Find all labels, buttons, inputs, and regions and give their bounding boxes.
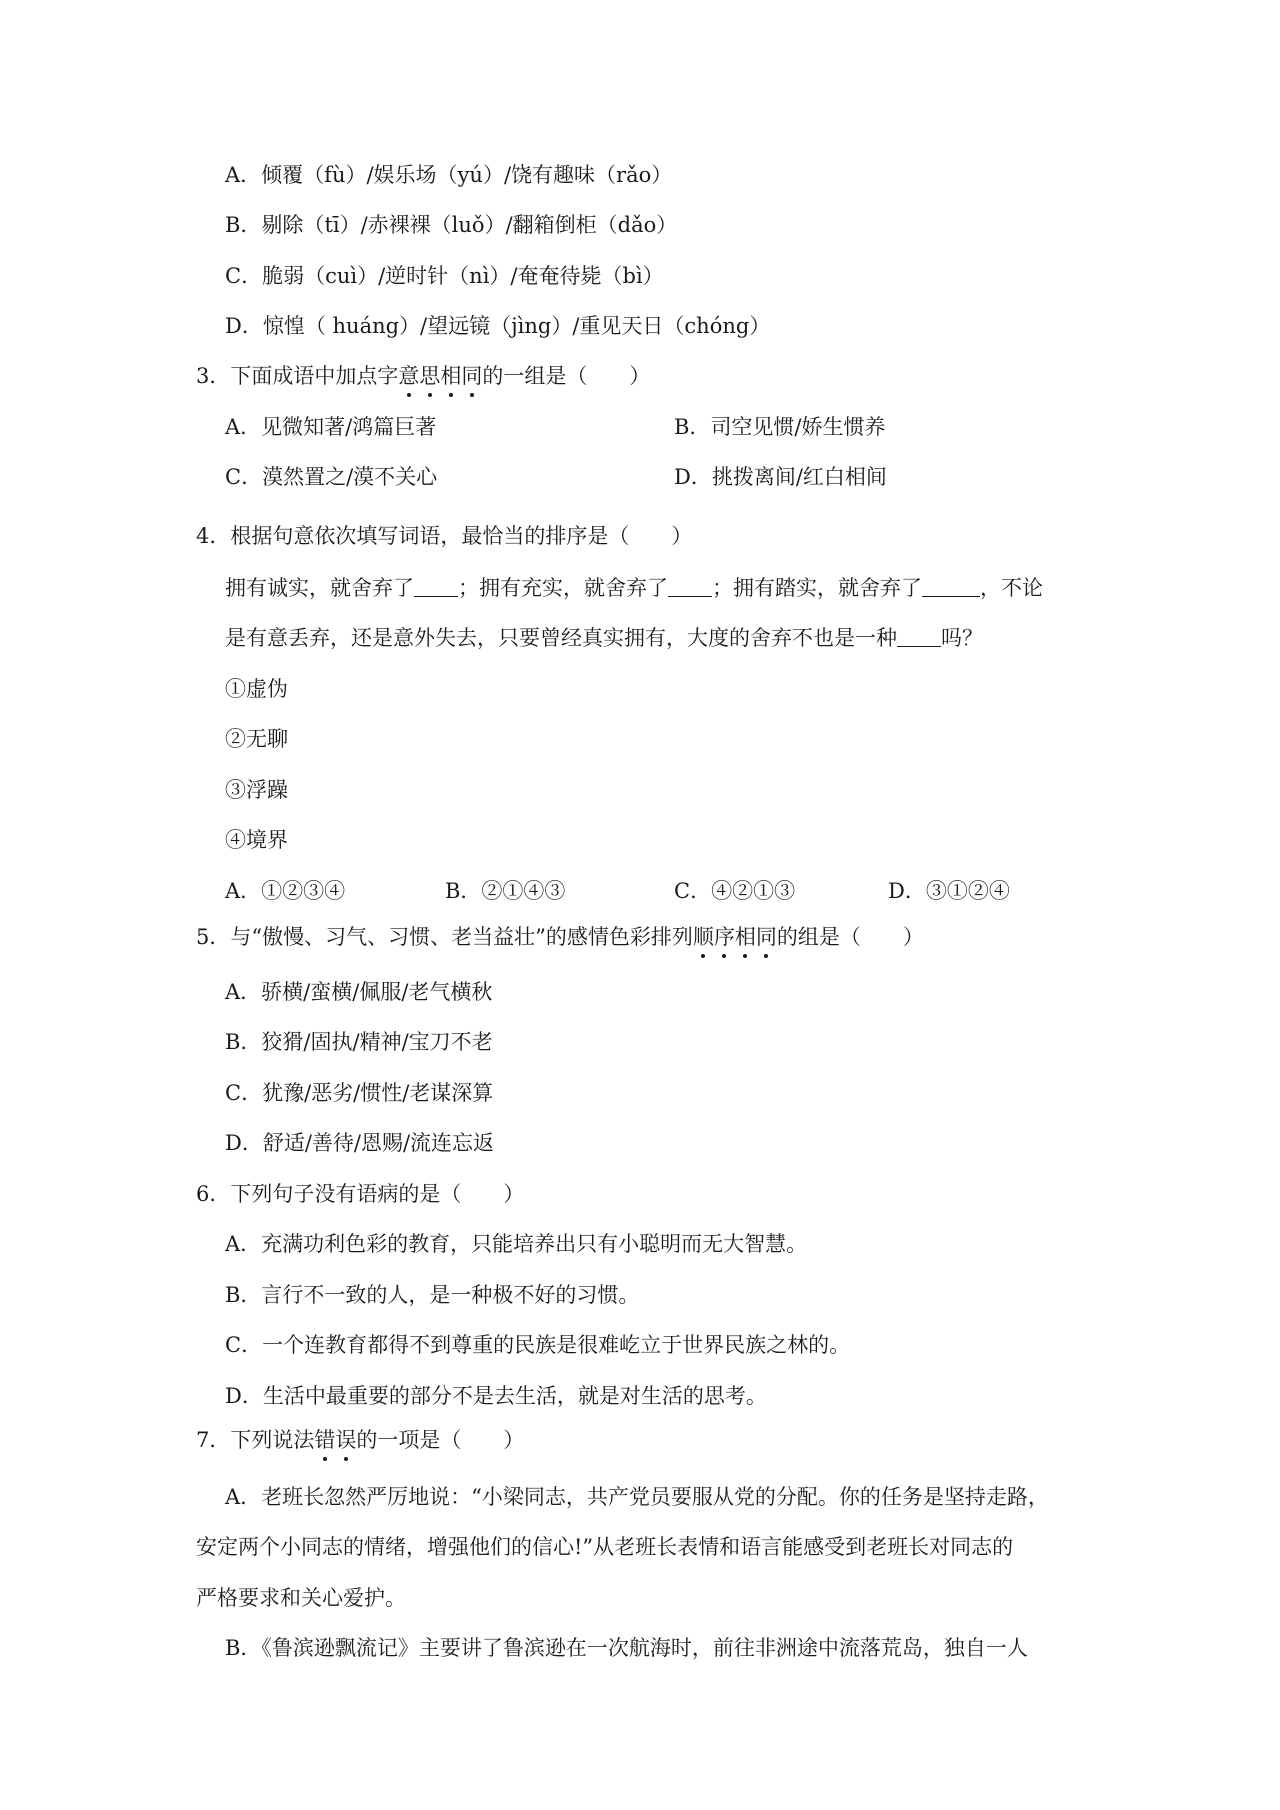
q4-choice-a: A．①②③④ bbox=[225, 879, 346, 903]
q4-choice-b: B．②①④③ bbox=[445, 879, 566, 903]
emphasis-char: 同 bbox=[756, 922, 777, 952]
emphasis-char: 相 bbox=[440, 361, 461, 391]
q3-option-b: B．司空见惯/娇生惯养 bbox=[674, 415, 886, 439]
q3-emphasis bbox=[398, 364, 482, 388]
q5-stem: 5．与“傲慢、习气、习惯、老当益壮”的感情色彩排列顺序相同的组是（ ） bbox=[196, 922, 924, 952]
q3-option-c: C．漠然置之/漠不关心 bbox=[225, 465, 438, 489]
q7-option-a-line-3: 严格要求和关心爱护。 bbox=[196, 1586, 406, 1610]
q4-choice-d: D．③①②④ bbox=[888, 879, 1010, 903]
q4-stem: 4．根据句意依次填写词语，最恰当的排序是（ ） bbox=[196, 524, 693, 548]
emphasis-char: 相 bbox=[735, 922, 756, 952]
q2-option-a: A．倾覆（fù）/娱乐场（yú）/饶有趣味（rǎo） bbox=[225, 163, 673, 187]
q7-option-a-line-2: 安定两个小同志的情绪，增强他们的信心!”从老班长表情和语言能感受到老班长对同志的 bbox=[196, 1535, 1014, 1559]
q6-stem: 6．下列句子没有语病的是（ ） bbox=[196, 1182, 525, 1206]
q3-stem: 3．下面成语中加点字意思相同的一组是（ ） bbox=[196, 361, 650, 391]
q5-option-b: B．狡猾/固执/精神/宝刀不老 bbox=[225, 1030, 493, 1054]
q2-option-d: D．惊惶（ huáng）/望远镜（jìng）/重见天日（chóng） bbox=[225, 314, 771, 338]
q5-option-c: C．犹豫/恶劣/惯性/老谋深算 bbox=[225, 1081, 494, 1105]
q6-option-b: B．言行不一致的人，是一种极不好的习惯。 bbox=[225, 1283, 640, 1307]
emphasis-char: 思 bbox=[419, 361, 440, 391]
q3-option-d: D．挑拨离间/红白相间 bbox=[674, 465, 887, 489]
emphasis-char: 同 bbox=[461, 361, 482, 391]
q6-option-a: A．充满功利色彩的教育，只能培养出只有小聪明而无大智慧。 bbox=[225, 1232, 808, 1256]
emphasis-char: 误 bbox=[335, 1425, 356, 1455]
q5-option-d: D．舒适/善待/恩赐/流连忘返 bbox=[225, 1131, 495, 1155]
q4-item-3: ③浮躁 bbox=[225, 778, 288, 802]
q5-option-a: A．骄横/蛮横/佩服/老气横秋 bbox=[225, 980, 493, 1004]
emphasis-char: 序 bbox=[714, 922, 735, 952]
q7-option-b-line-1: B．《鲁滨逊飘流记》主要讲了鲁滨逊在一次航海时，前往非洲途中流落荒岛，独自一人 bbox=[225, 1636, 1028, 1660]
q2-option-b: B．剔除（tī）/赤裸裸（luǒ）/翻箱倒柜（dǎo） bbox=[225, 213, 678, 237]
q6-option-c: C．一个连教育都得不到尊重的民族是很难屹立于世界民族之林的。 bbox=[225, 1333, 851, 1357]
q7-emphasis bbox=[314, 1428, 356, 1452]
fill-blank bbox=[668, 576, 712, 597]
q6-option-d: D．生活中最重要的部分不是去生活，就是对生活的思考。 bbox=[225, 1384, 767, 1408]
emphasis-char: 错 bbox=[314, 1425, 335, 1455]
q4-choice-c: C．④②①③ bbox=[674, 879, 796, 903]
q4-item-1: ①虚伪 bbox=[225, 677, 288, 701]
q4-item-4: ④境界 bbox=[225, 828, 288, 852]
q4-item-2: ②无聊 bbox=[225, 727, 288, 751]
fill-blank bbox=[897, 626, 941, 647]
q3-option-a: A．见微知著/鸿篇巨著 bbox=[225, 415, 437, 439]
q5-emphasis bbox=[693, 925, 777, 949]
q4-passage-line-2: 是有意丢弃，还是意外失去，只要曾经真实拥有，大度的舍弃不也是一种 吗？ bbox=[225, 626, 983, 650]
emphasis-char: 顺 bbox=[693, 922, 714, 952]
q2-option-c: C．脆弱（cuì）/逆时针（nì）/奄奄待毙（bì） bbox=[225, 264, 664, 288]
fill-blank bbox=[414, 576, 458, 597]
emphasis-char: 意 bbox=[398, 361, 419, 391]
q7-option-a-line-1: A．老班长忽然严厉地说：“小梁同志，共产党员要服从党的分配。你的任务是坚持走路， bbox=[225, 1485, 1049, 1509]
q4-passage-line-1: 拥有诚实，就舍弃了 ；拥有充实，就舍弃了 ；拥有踏实，就舍弃了 ，不论 bbox=[225, 576, 1043, 600]
q7-stem: 7．下列说法错误的一项是（ ） bbox=[196, 1425, 524, 1455]
fill-blank bbox=[922, 576, 980, 597]
